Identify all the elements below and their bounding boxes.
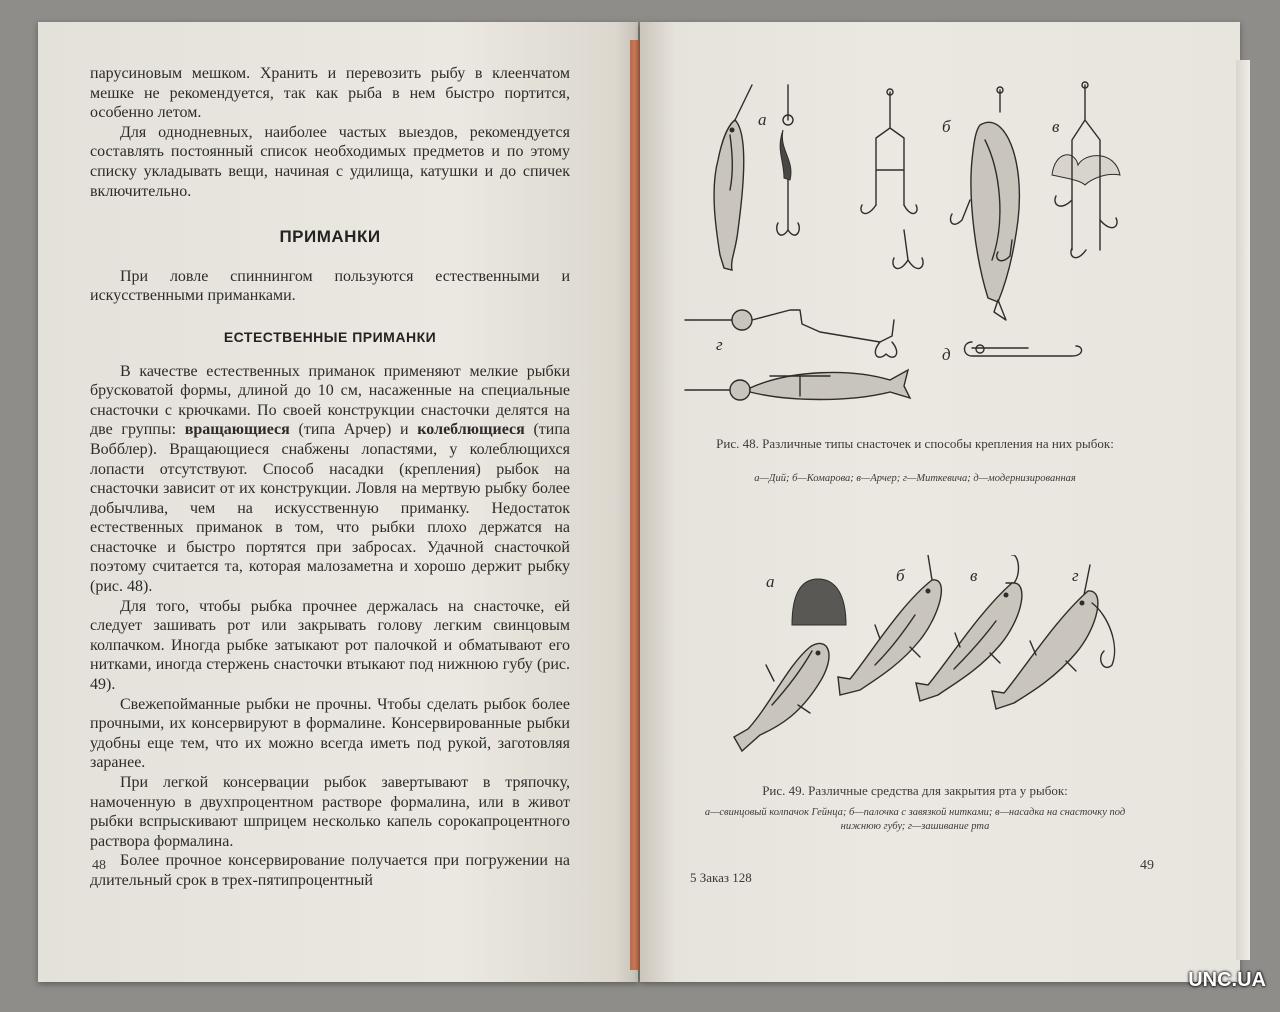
fish-2 — [838, 555, 941, 695]
rig-v — [1052, 82, 1120, 258]
figure-49-caption: Рис. 49. Различные средства для закрытия рта у рыбок: — [762, 783, 1068, 798]
label-a: а — [758, 110, 767, 129]
fig49-label-a: а — [766, 572, 775, 591]
label-v: в — [1052, 117, 1060, 136]
rig-b — [861, 89, 923, 269]
fig49-label-v: в — [970, 566, 978, 585]
heading-paragraph: При ловле спиннингом пользуются естественными и искусственными приманками. — [90, 267, 570, 305]
print-order-mark: 5 Заказ 128 — [690, 870, 752, 885]
fig49-label-g: г — [1072, 566, 1079, 585]
section-heading: ПРИМАНКИ — [279, 227, 381, 247]
lead-cap — [792, 579, 846, 625]
left-page-number: 48 — [92, 858, 106, 873]
book-spine — [630, 40, 640, 970]
label-d: д — [942, 345, 951, 364]
page-edges — [1236, 60, 1250, 960]
left-page-text — [90, 64, 570, 891]
right-page-number: 49 — [1140, 858, 1154, 873]
paragraph-3: Свежепойманные рыбки не прочны. Чтобы сделать рыбок более прочными, их консервируют в формалине. Консервированные рыбки удобны еще тем, что их можно всегда иметь под рукой, заготовляя заранее. — [90, 695, 570, 772]
fish-1 — [734, 643, 829, 751]
subsection-heading: ЕСТЕСТВЕННЫЕ ПРИМАНКИ — [223, 328, 437, 345]
watermark-logo: UNC.UA — [1188, 969, 1266, 991]
rig-g-fish — [685, 370, 910, 400]
bold-term-rotating: вращающиеся — [184, 421, 290, 439]
paragraph-2: Для того, чтобы рыбка прочнее держалась на снасточке, ей следует зашивать рот или закрывать голову легким свинцовым колпачком. Иногда рыбке затыкают рот палочкой и обматывают его нитками, иногда стержень снасточки втыкают под нижнюю губу (рис. 49). — [90, 597, 570, 694]
rig-b-fish — [950, 87, 1019, 320]
figure-48-caption: Рис. 48. Различные типы снасточек и способы крепления на них рыбок: — [716, 436, 1114, 451]
figure-49-illustration — [700, 555, 1160, 770]
paragraph-4: При легкой консервации рыбок завертывают в тряпочку, намоченную в двухпроцентном растворе формалина, или в живот рыбки вспрыскивают шприцем несколько капель сорокапроцентного раствора формалина. — [90, 774, 570, 850]
paragraph-5: Более прочное консервирование получается при погружении на длительный срок в трех-пятипроцентный — [90, 852, 570, 889]
intro-paragraph-2: Для однодневных, наиболее частых выездов, рекомендуется составлять постоянный список необходимых предметов и по этому списку укладывать вещи, начиная с удилища, катушки и до спичек включительно. — [90, 123, 570, 200]
rig-d — [965, 342, 1082, 356]
bold-term-oscillating: колеблющиеся — [417, 421, 525, 439]
figure-48-legend: а—Дий; б—Комарова; в—Арчер; г—Миткевича; д—модернизированная — [754, 473, 1076, 484]
fig49-label-b: б — [896, 566, 905, 585]
paragraph-1: В качестве естественных приманок применяют мелкие рыбки брусковатой формы, длиной до 10 см, насаженные на специальные снасточки с крючками. По своей конструкции снасточки делятся на две группы: вращающиеся (типа Арчер) и колеблющиеся (типа Вобблер). Вращающиеся снабжены лопастями, у колеблющихся лопасти отсутствуют. Способ насадки (крепления) рыбок на снасточки зависит от их конструкции. Ловля на мертвую рыбку более добычлива, чем на искусственную приманку. Недостаток естественных приманок в том, что рыбки плохо держатся на снасточке и быстро портятся при забросах. Удачной снасточкой поэтому считается та, которая малозаметна и хорошо держит рыбку (рис. 48). — [90, 362, 570, 596]
figure-48-illustration — [680, 80, 1150, 410]
figure-49-legend: а—свинцовый колпачок Гейнца; б—палочка с завязкой нитками; в—насадка на снасточку под нижнюю губу; г—зашивание рта — [704, 807, 1126, 832]
rig-a — [714, 85, 799, 270]
intro-paragraph-1: парусиновым мешком. Хранить и перевозить рыбу в клеенчатом мешке не рекомендуется, так как рыба в нем быстро портится, особенно летом. — [90, 65, 570, 122]
label-b: б — [942, 117, 951, 136]
label-g: г — [716, 335, 723, 354]
